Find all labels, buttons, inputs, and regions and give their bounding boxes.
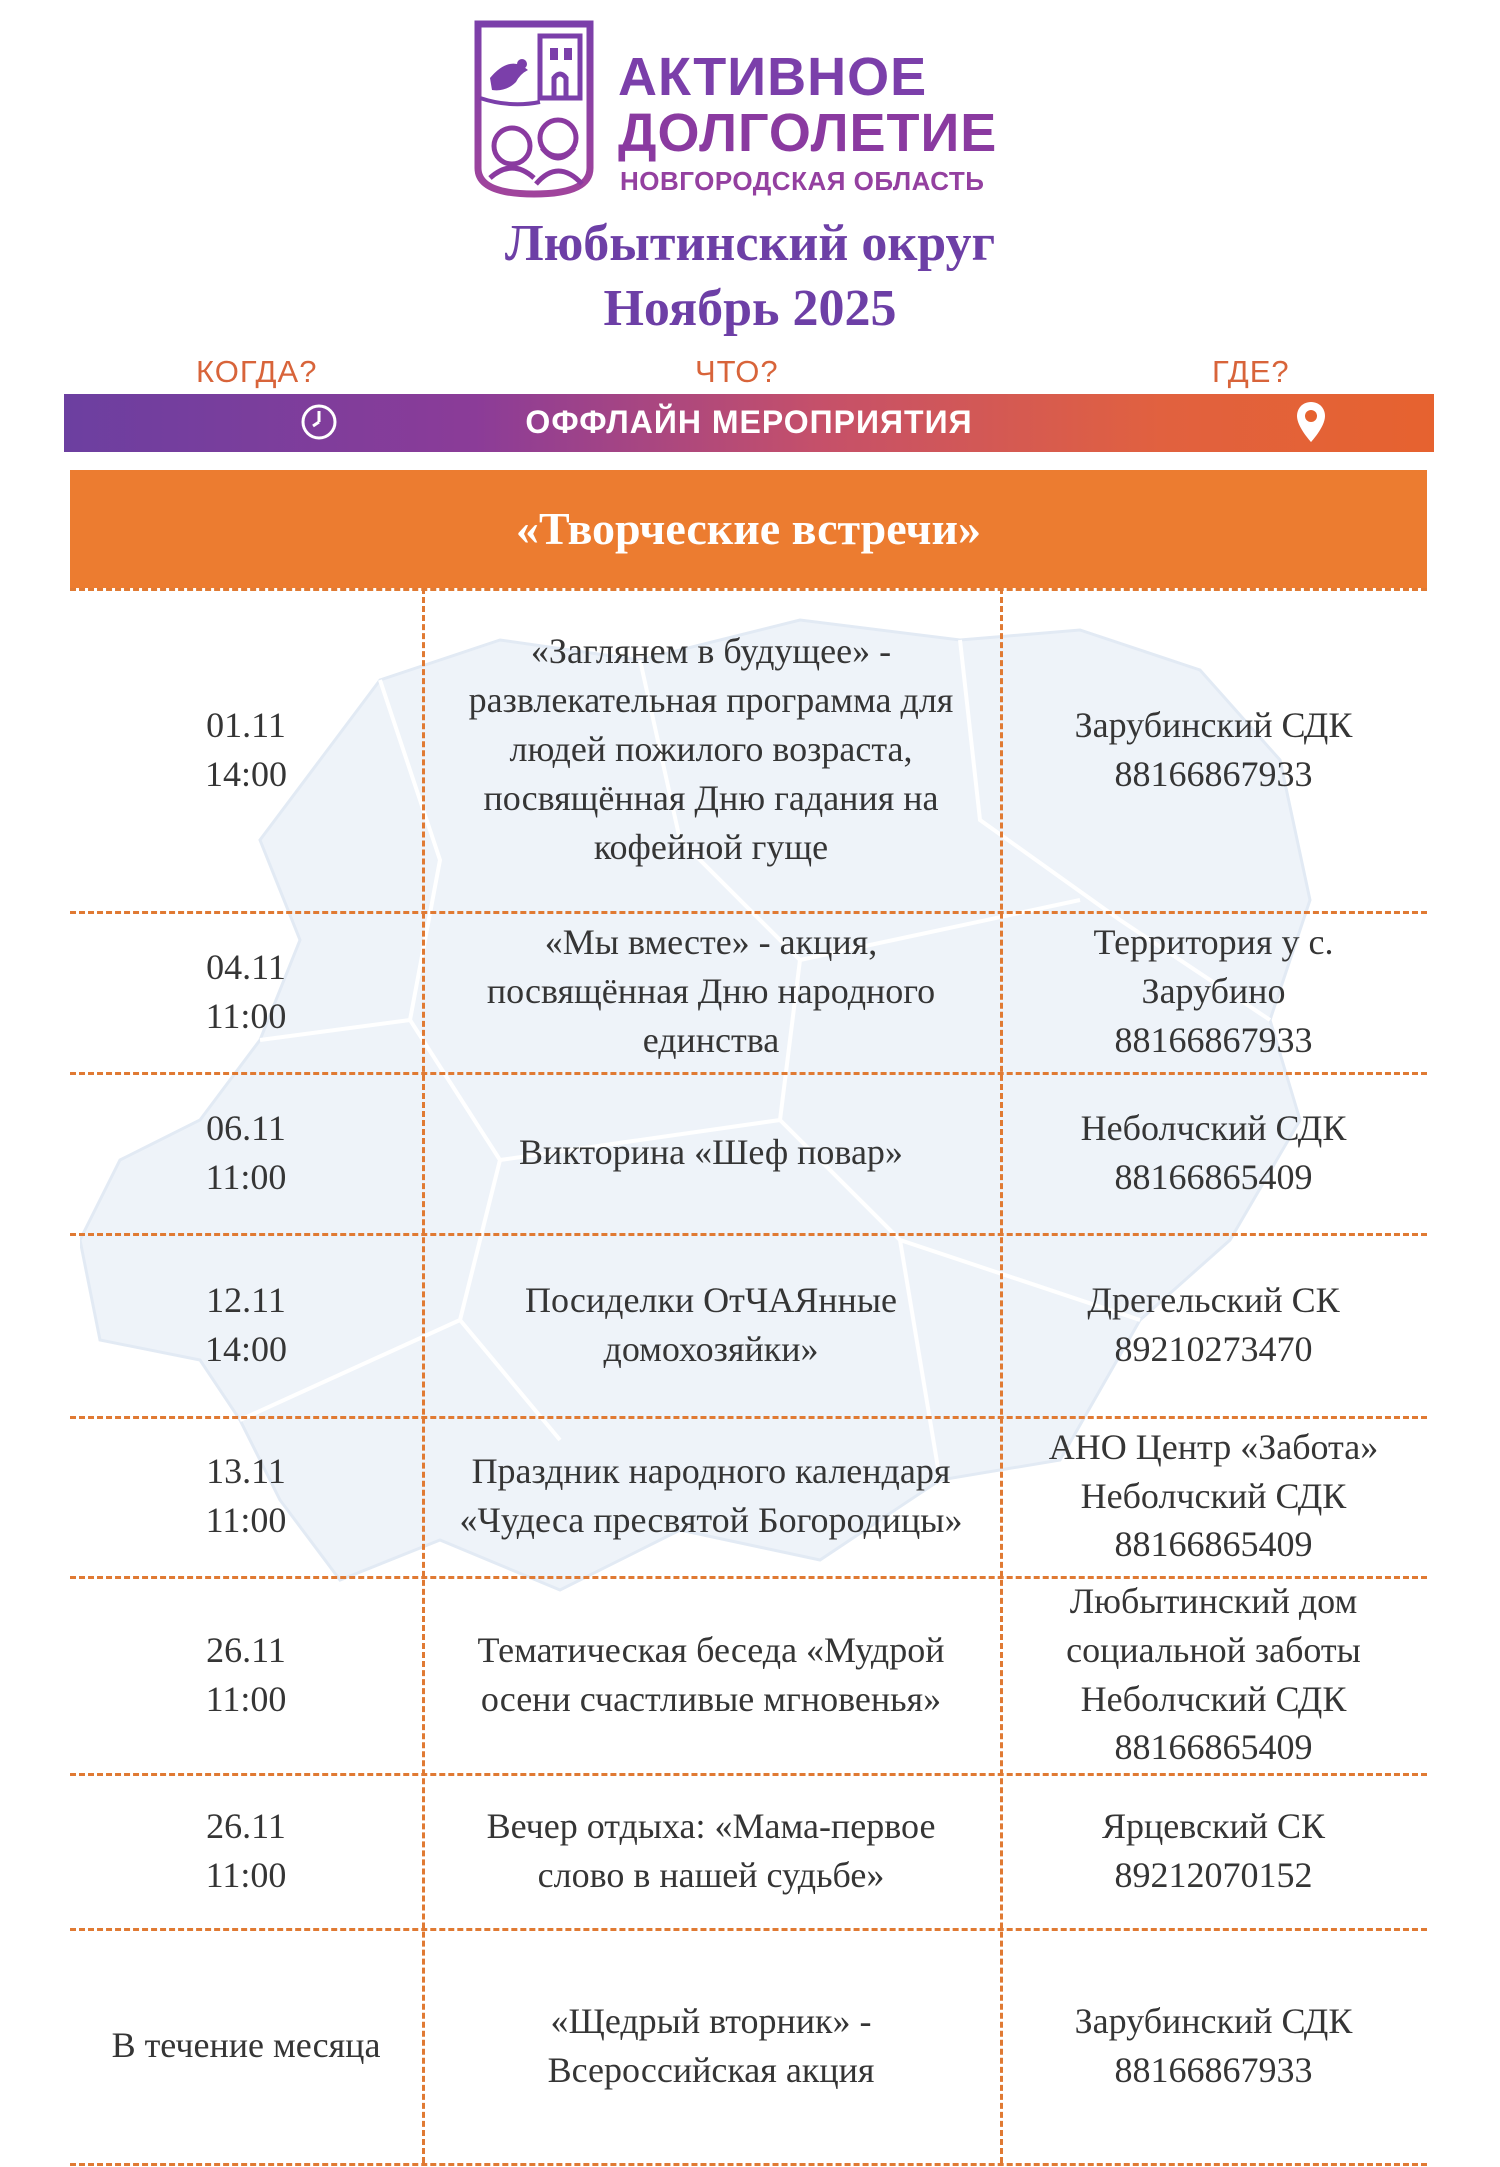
event-when-cell-line: 14:00 [204, 1328, 287, 1369]
event-what-cell-line: посвящённая Дню гадания на [483, 777, 939, 818]
event-what-cell-line: Вечер отдыха: «Мама-первое [486, 1805, 936, 1846]
event-where-cell-line: Любытинский дом [1069, 1580, 1358, 1621]
event-when-cell-line: 12.11 [206, 1279, 286, 1320]
event-when-cell-line: 06.11 [206, 1107, 286, 1148]
event-what-cell [422, 1416, 1000, 1576]
event-where-cell-line: АНО Центр «Забота» [1048, 1426, 1379, 1467]
event-what-cell-line: посвящённая Дню народного [486, 971, 936, 1012]
event-where-cell-line: Зарубинский СДК [1074, 704, 1353, 745]
event-what-cell [422, 1233, 1000, 1416]
event-where-cell-line: 88166865409 [1114, 1156, 1313, 1197]
event-when-cell-line: 04.11 [206, 946, 286, 987]
event-what-cell-line: слово в нашей судьбе» [537, 1854, 885, 1895]
event-where-cell-line: социальной заботы [1066, 1629, 1361, 1670]
event-where-cell-line: 88166865409 [1114, 1524, 1313, 1565]
event-where-cell-line: Неболчский СДК [1080, 1475, 1347, 1516]
event-what-cell [422, 1773, 1000, 1928]
event-where-cell-line: 88166865409 [1114, 1727, 1313, 1768]
event-where-cell [1000, 1072, 1427, 1233]
event-where-cell [1000, 1416, 1427, 1576]
event-where-cell [1000, 911, 1427, 1072]
event-when-cell [70, 1928, 422, 2163]
page-title: Любытинский округ [504, 215, 996, 272]
banner-label: ОФФЛАЙН МЕРОПРИЯТИЯ [525, 404, 973, 440]
event-when-cell [70, 1576, 422, 1773]
event-when-cell [70, 1773, 422, 1928]
event-what-cell-line: «Заглянем в будущее» - [530, 631, 892, 672]
event-where-cell-line: 88166867933 [1114, 1019, 1313, 1060]
where-label: ГДЕ? [1212, 354, 1290, 389]
logo [470, 18, 1030, 203]
event-when-cell-line: 11:00 [205, 995, 287, 1036]
event-where-cell [1000, 1773, 1427, 1928]
event-where-cell [1000, 1576, 1427, 1773]
section-title: «Творческие встречи» [70, 470, 1427, 588]
event-where-cell-line: Неболчский СДК [1080, 1107, 1347, 1148]
event-where-cell-line: Дрегельский СК [1087, 1279, 1340, 1320]
event-when-cell-line: 11:00 [205, 1854, 287, 1895]
event-what-cell-line: людей пожилого возраста, [509, 729, 913, 770]
event-what-cell-line: Праздник народного календаря [471, 1451, 951, 1492]
event-where-cell-line: Ярцевский СК [1101, 1805, 1326, 1846]
what-label: ЧТО? [695, 354, 779, 389]
event-what-cell-line: кофейной гуще [593, 826, 829, 867]
event-when-cell-line: 26.11 [206, 1805, 286, 1846]
event-where-cell-line: 89212070152 [1114, 1854, 1313, 1895]
event-when-cell-line: 01.11 [206, 704, 286, 745]
location-pin-icon [1294, 400, 1328, 444]
event-what-cell-line: домохозяйки» [603, 1328, 819, 1369]
event-what-cell-line: развлекательная программа для [468, 680, 954, 721]
event-what-cell [422, 911, 1000, 1072]
event-what-cell-line: Тематическая беседа «Мудрой [477, 1629, 945, 1670]
event-when-cell [70, 1233, 422, 1416]
event-when-cell [70, 1416, 422, 1576]
event-what-cell-line: «Щедрый вторник» - [550, 2000, 872, 2041]
logo-text-region: НОВГОРОДСКАЯ ОБЛАСТЬ [620, 166, 985, 196]
event-what-cell-line: Викторина «Шеф повар» [519, 1132, 903, 1173]
event-where-cell-line: 89210273470 [1114, 1328, 1313, 1369]
event-when-cell [70, 1072, 422, 1233]
event-what-cell [422, 1928, 1000, 2163]
event-when-cell-line: 26.11 [206, 1629, 286, 1670]
event-what-cell [422, 1576, 1000, 1773]
event-where-cell [1000, 1233, 1427, 1416]
event-when-cell [70, 588, 422, 911]
logo-text-line1: АКТИВНОЕ [618, 47, 928, 107]
event-where-cell-line: 88166867933 [1114, 753, 1313, 794]
event-where-cell [1000, 1928, 1427, 2163]
event-where-cell-line: Неболчский СДК [1080, 1678, 1347, 1719]
event-when-cell-line: 11:00 [205, 1678, 287, 1719]
row-divider [70, 2163, 1427, 2166]
event-what-cell-line: Всероссийская акция [547, 2049, 875, 2090]
event-what-cell-line: осени счастливые мгновенья» [480, 1678, 942, 1719]
event-what-cell [422, 588, 1000, 911]
event-what-cell [422, 1072, 1000, 1233]
event-what-cell-line: «Чудеса пресвятой Богородицы» [459, 1500, 963, 1540]
event-what-cell-line: «Мы вместе» - акция, [544, 922, 878, 963]
event-what-cell-line: единства [642, 1019, 780, 1060]
active-longevity-emblem-icon [470, 18, 600, 198]
page-subtitle: Ноябрь 2025 [603, 280, 897, 337]
event-what-cell-line: Посиделки ОтЧАЯнные [525, 1279, 897, 1320]
event-when-cell-line: 11:00 [205, 1500, 287, 1540]
event-where-cell-line: Зарубино [1141, 971, 1286, 1012]
when-label: КОГДА? [196, 354, 318, 389]
event-where-cell-line: 88166867933 [1114, 2049, 1313, 2090]
event-when-cell-line: 13.11 [206, 1451, 286, 1492]
event-where-cell-line: Территория у с. [1093, 922, 1334, 963]
event-when-cell-line: В течение месяца [111, 2025, 381, 2066]
event-when-cell-line: 14:00 [204, 753, 287, 794]
logo-text-line2: ДОЛГОЛЕТИЕ [618, 103, 998, 163]
event-where-cell-line: Зарубинский СДК [1074, 2000, 1353, 2041]
event-when-cell [70, 911, 422, 1072]
offline-events-banner [64, 394, 1434, 452]
event-when-cell-line: 11:00 [205, 1156, 287, 1197]
event-where-cell [1000, 588, 1427, 911]
